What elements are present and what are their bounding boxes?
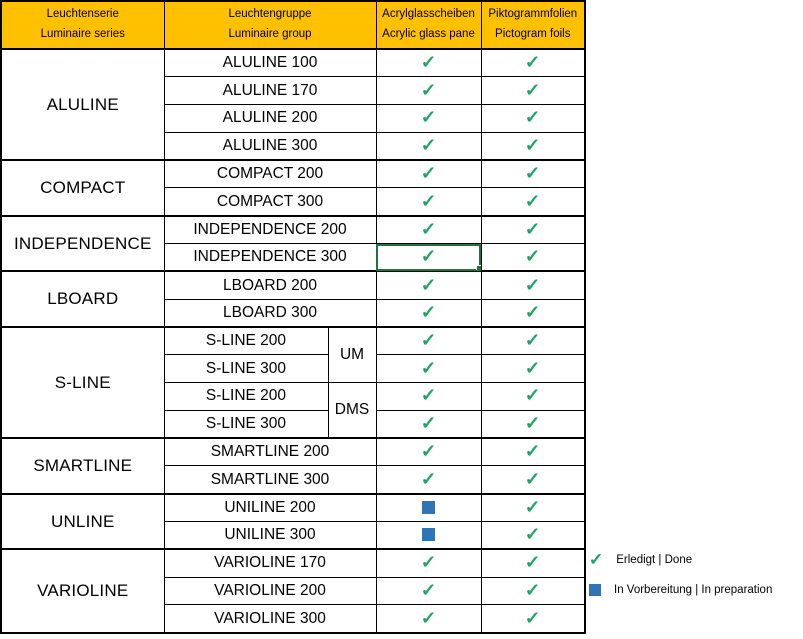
status-cell-pictogram[interactable] <box>481 188 585 216</box>
header-line-en: Acrylic glass pane <box>382 28 475 40</box>
check-icon: ✓ <box>420 274 437 295</box>
table-row <box>1 494 585 522</box>
group-cell[interactable]: UNILINE 200 <box>164 494 376 522</box>
group-cell[interactable]: COMPACT 200 <box>164 160 376 188</box>
status-cell-pictogram[interactable] <box>481 577 585 605</box>
status-cell-acrylic[interactable] <box>376 522 481 550</box>
column-header-pictogram[interactable] <box>481 1 585 49</box>
in-preparation-icon <box>422 528 435 541</box>
group-cell[interactable]: UNILINE 300 <box>164 522 376 550</box>
check-icon: ✓ <box>420 552 437 573</box>
column-header-acrylic[interactable] <box>376 1 481 49</box>
status-cell-pictogram[interactable] <box>481 438 585 466</box>
status-cell-acrylic[interactable] <box>376 299 481 327</box>
check-icon: ✓ <box>420 413 437 433</box>
group-cell[interactable]: ALULINE 300 <box>164 132 376 160</box>
header-line-de: Piktogrammfolien <box>488 8 578 21</box>
group-cell[interactable]: SMARTLINE 300 <box>164 466 376 494</box>
status-cell-pictogram[interactable] <box>481 299 585 327</box>
group-cell[interactable]: INDEPENDENCE 200 <box>164 216 376 244</box>
check-icon: ✓ <box>524 413 541 433</box>
status-cell-acrylic[interactable] <box>376 188 481 216</box>
series-cell[interactable]: LBOARD <box>1 271 164 327</box>
status-cell-acrylic[interactable] <box>376 355 481 383</box>
status-cell-acrylic[interactable] <box>376 577 481 605</box>
check-icon: ✓ <box>420 468 437 489</box>
table-row <box>1 438 585 466</box>
check-icon: ✓ <box>524 580 541 601</box>
subgroup-cell[interactable]: DMS <box>328 383 376 439</box>
check-icon: ✓ <box>524 468 541 489</box>
group-cell[interactable]: S-LINE 200 <box>164 327 328 355</box>
check-icon: ✓ <box>524 524 541 545</box>
check-icon: ✓ <box>420 246 437 267</box>
legend-item <box>589 549 772 570</box>
group-cell[interactable]: VARIOLINE 170 <box>164 549 376 577</box>
series-cell[interactable]: S-LINE <box>1 327 164 438</box>
status-cell-acrylic[interactable] <box>376 132 481 160</box>
series-cell[interactable]: UNLINE <box>1 494 164 550</box>
group-cell[interactable]: ALULINE 170 <box>164 77 376 105</box>
check-icon: ✓ <box>524 330 541 351</box>
group-cell[interactable]: S-LINE 300 <box>164 355 328 383</box>
status-cell-acrylic[interactable] <box>376 327 481 355</box>
check-icon: ✓ <box>524 441 541 462</box>
status-cell-pictogram[interactable] <box>481 132 585 160</box>
legend-item <box>589 579 772 600</box>
in-preparation-icon <box>589 584 601 596</box>
header-line-de: Leuchtengruppe <box>228 8 312 21</box>
group-cell[interactable]: INDEPENDENCE 300 <box>164 244 376 272</box>
header-line-de: Acrylglasscheiben <box>382 8 475 21</box>
status-cell-acrylic[interactable] <box>376 160 481 188</box>
group-cell[interactable]: S-LINE 300 <box>164 410 328 438</box>
check-icon: ✓ <box>524 163 541 184</box>
table-row <box>1 549 585 577</box>
status-cell-pictogram[interactable] <box>481 327 585 355</box>
check-icon: ✓ <box>420 163 437 184</box>
table-row <box>1 49 585 77</box>
series-cell[interactable]: COMPACT <box>1 160 164 216</box>
subgroup-cell[interactable]: UM <box>328 327 376 383</box>
status-cell-pictogram[interactable] <box>481 383 585 411</box>
check-icon: ✓ <box>524 496 541 517</box>
check-icon: ✓ <box>420 607 437 628</box>
group-cell[interactable]: LBOARD 200 <box>164 271 376 299</box>
check-icon: ✓ <box>420 357 437 378</box>
table-row <box>1 271 585 299</box>
group-cell[interactable]: LBOARD 300 <box>164 299 376 327</box>
status-cell-acrylic[interactable] <box>376 605 481 633</box>
check-icon: ✓ <box>420 52 437 73</box>
status-cell-acrylic[interactable] <box>376 216 481 244</box>
check-icon: ✓ <box>524 301 541 322</box>
legend-label: Erledigt | Done <box>616 553 693 566</box>
group-cell[interactable]: COMPACT 300 <box>164 188 376 216</box>
table-body <box>1 49 585 633</box>
check-icon: ✓ <box>420 580 437 601</box>
legend-label: In Vorbereitung | In preparation <box>614 583 773 596</box>
group-cell[interactable]: VARIOLINE 300 <box>164 605 376 633</box>
legend <box>589 549 772 600</box>
header-line-en: Pictogram foils <box>495 28 571 40</box>
status-cell-acrylic[interactable] <box>376 105 481 133</box>
check-icon: ✓ <box>524 79 541 100</box>
check-icon: ✓ <box>588 550 604 569</box>
status-cell-acrylic[interactable] <box>376 77 481 105</box>
check-icon: ✓ <box>524 190 541 211</box>
check-icon: ✓ <box>524 135 541 156</box>
status-cell-acrylic[interactable] <box>376 383 481 411</box>
check-icon: ✓ <box>420 441 437 462</box>
header-line-en: Luminaire group <box>228 28 312 40</box>
group-cell[interactable]: ALULINE 200 <box>164 105 376 133</box>
check-icon: ✓ <box>524 246 541 267</box>
check-icon: ✓ <box>524 357 541 378</box>
table-header <box>1 1 585 49</box>
check-icon: ✓ <box>524 52 541 73</box>
check-icon: ✓ <box>524 385 541 406</box>
status-cell-acrylic[interactable] <box>376 410 481 438</box>
check-icon: ✓ <box>420 330 437 351</box>
status-cell-pictogram[interactable] <box>481 77 585 105</box>
table-row <box>1 327 585 355</box>
selected-cell-acrylic[interactable] <box>376 244 481 272</box>
status-cell-acrylic[interactable] <box>376 271 481 299</box>
status-cell-acrylic[interactable] <box>376 438 481 466</box>
status-cell-pictogram[interactable] <box>481 494 585 522</box>
series-cell[interactable]: VARIOLINE <box>1 549 164 632</box>
status-cell-pictogram[interactable] <box>481 271 585 299</box>
status-cell-acrylic[interactable] <box>376 549 481 577</box>
header-row <box>1 1 585 49</box>
status-cell-pictogram[interactable] <box>481 522 585 550</box>
status-cell-pictogram[interactable] <box>481 355 585 383</box>
check-icon: ✓ <box>420 190 437 211</box>
status-cell-pictogram[interactable] <box>481 410 585 438</box>
status-cell-pictogram[interactable] <box>481 216 585 244</box>
check-icon: ✓ <box>420 301 437 322</box>
status-cell-pictogram[interactable] <box>481 605 585 633</box>
check-icon: ✓ <box>524 274 541 295</box>
series-cell[interactable]: SMARTLINE <box>1 438 164 494</box>
check-icon: ✓ <box>420 218 437 239</box>
status-cell-pictogram[interactable] <box>481 244 585 272</box>
check-icon: ✓ <box>420 385 437 406</box>
status-cell-acrylic[interactable] <box>376 466 481 494</box>
table-row <box>1 216 585 244</box>
status-cell-acrylic[interactable] <box>376 49 481 77</box>
group-cell[interactable]: VARIOLINE 200 <box>164 577 376 605</box>
status-cell-pictogram[interactable] <box>481 49 585 77</box>
check-icon: ✓ <box>524 107 541 128</box>
table-row <box>1 160 585 188</box>
series-cell[interactable]: INDEPENDENCE <box>1 216 164 272</box>
check-icon: ✓ <box>420 135 437 156</box>
group-cell[interactable]: ALULINE 100 <box>164 49 376 77</box>
check-icon: ✓ <box>420 79 437 100</box>
series-cell[interactable]: ALULINE <box>1 49 164 160</box>
check-icon: ✓ <box>524 218 541 239</box>
check-icon: ✓ <box>524 607 541 628</box>
in-preparation-icon <box>422 501 435 514</box>
group-cell[interactable]: S-LINE 200 <box>164 383 328 411</box>
group-cell[interactable]: SMARTLINE 200 <box>164 438 376 466</box>
column-header-series[interactable] <box>1 1 164 49</box>
column-header-group[interactable] <box>164 1 376 49</box>
status-cell-pictogram[interactable] <box>481 549 585 577</box>
status-cell-acrylic[interactable] <box>376 494 481 522</box>
status-cell-pictogram[interactable] <box>481 466 585 494</box>
status-cell-pictogram[interactable] <box>481 160 585 188</box>
header-line-en: Luminaire series <box>40 28 125 40</box>
status-cell-pictogram[interactable] <box>481 105 585 133</box>
check-icon: ✓ <box>420 107 437 128</box>
check-icon: ✓ <box>524 552 541 573</box>
header-line-de: Leuchtenserie <box>46 8 119 21</box>
